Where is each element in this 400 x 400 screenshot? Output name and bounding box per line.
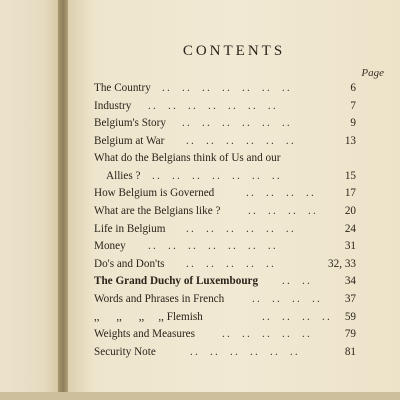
toc-entry-page: 17 <box>344 187 356 200</box>
toc-entry-title: Life in Belgium <box>94 222 166 235</box>
toc-entry-page: 15 <box>344 169 356 182</box>
toc-entry-title: ,, ,, ,, ,, Flemish <box>94 310 203 323</box>
left-page <box>0 0 62 400</box>
toc-entry-title: What are the Belgians like ? <box>94 204 221 217</box>
toc-entry <box>94 150 356 185</box>
page-title: CONTENTS <box>182 43 286 59</box>
toc-entry-title-line1: What do the Belgians think of Us and our <box>94 152 281 165</box>
toc-entry <box>94 203 356 221</box>
toc-entry-title: Weights and Measures <box>94 328 196 341</box>
toc-entry-page: 32, 33 <box>328 257 356 270</box>
page-bottom-edge <box>0 392 400 400</box>
toc-entry-page: 24 <box>344 222 356 235</box>
toc-entry-page: 20 <box>344 204 356 217</box>
toc-entry <box>94 98 356 116</box>
leader-dots: .. .. .. .. .. <box>222 328 312 341</box>
toc-entry-page: 79 <box>344 328 356 341</box>
leader-dots: .. .. .. .. .. .. .. <box>162 82 292 94</box>
leader-dots: .. .. .. .. .. .. <box>182 117 292 130</box>
toc-entry-title: The Grand Duchy of Luxembourg <box>94 275 259 288</box>
leader-dots: .. .. <box>282 275 312 288</box>
leader-dots: .. .. .. .. <box>246 187 316 200</box>
toc-entry-title: How Belgium is Governed <box>94 187 215 200</box>
leader-dots: .. .. .. .. <box>262 310 332 323</box>
leader-dots: .. .. .. .. <box>252 292 322 305</box>
leader-dots: .. .. .. .. .. .. <box>186 134 296 147</box>
toc-entry <box>94 80 356 98</box>
toc-entry-page: 34 <box>344 275 356 288</box>
toc-entry <box>94 273 356 291</box>
toc-entry-page: 31 <box>344 240 356 253</box>
leader-dots: .. .. .. .. .. .. .. <box>148 99 278 112</box>
toc-entry <box>94 185 356 203</box>
toc-entry-title: Do's and Don'ts <box>94 257 165 270</box>
toc-entry-title: The Country <box>94 82 151 94</box>
toc-entry-page: 13 <box>344 134 356 147</box>
page-column-label: Page <box>361 67 384 79</box>
toc-entry <box>94 326 356 344</box>
toc-entry-title: Belgium's Story <box>94 117 166 130</box>
toc-entry-title: Security Note <box>94 345 156 358</box>
toc-entry-title-line2: Allies ? <box>106 169 141 182</box>
toc-entry-page: 6 <box>350 82 356 94</box>
toc-entry-title: Money <box>94 240 126 253</box>
table-of-contents <box>94 80 356 361</box>
toc-entry <box>94 133 356 151</box>
toc-entry-title: Belgium at War <box>94 134 165 147</box>
toc-entry <box>94 221 356 239</box>
toc-entry-title: Words and Phrases in French <box>94 292 225 305</box>
toc-entry-page: 81 <box>344 345 356 358</box>
toc-entry-page: 59 <box>344 310 356 323</box>
leader-dots: .. .. .. .. .. .. .. <box>148 240 278 253</box>
toc-entry <box>94 115 356 133</box>
toc-entry <box>94 344 356 362</box>
leader-dots: .. .. .. .. .. .. .. <box>152 169 282 182</box>
toc-entry <box>94 256 356 274</box>
toc-entry <box>94 309 356 327</box>
toc-entry-page: 7 <box>350 99 356 112</box>
toc-entry-page: 37 <box>344 292 356 305</box>
toc-entry-page: 9 <box>350 117 356 130</box>
leader-dots: .. .. .. .. .. <box>186 257 276 270</box>
toc-entry <box>94 238 356 256</box>
leader-dots: .. .. .. .. <box>248 204 318 217</box>
leader-dots: .. .. .. .. .. .. <box>186 222 296 235</box>
toc-entry-title: Industry <box>94 99 132 112</box>
leader-dots: .. .. .. .. .. .. <box>190 345 300 358</box>
toc-entry <box>94 291 356 309</box>
